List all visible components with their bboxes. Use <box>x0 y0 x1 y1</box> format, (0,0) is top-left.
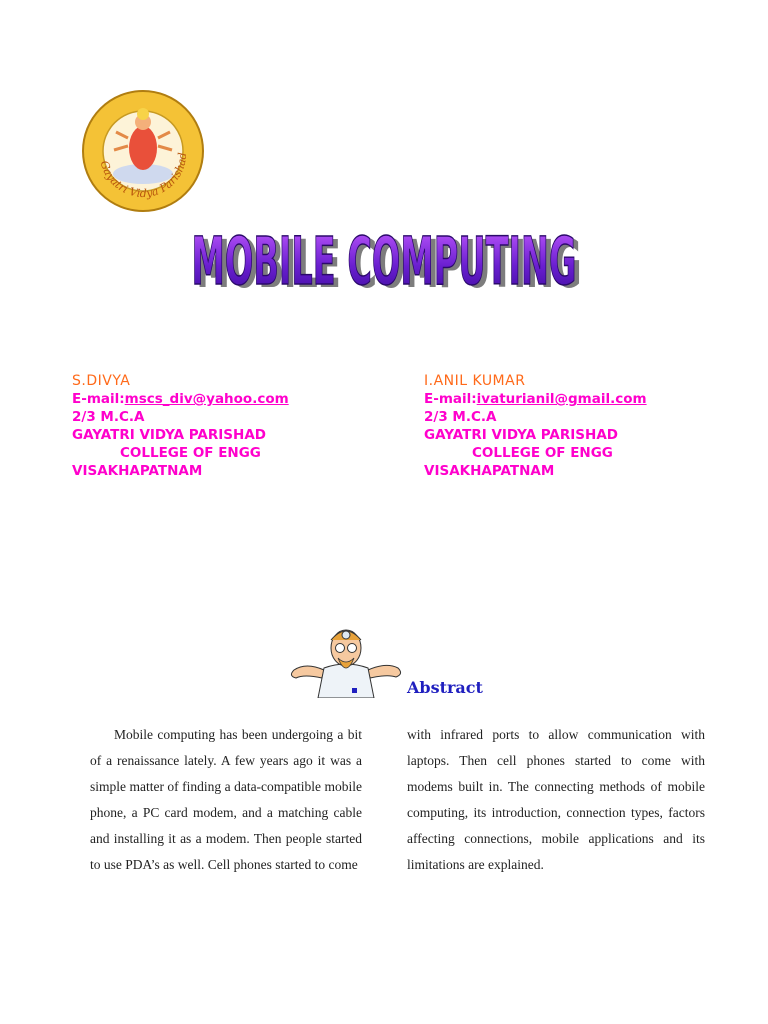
author-email-link[interactable]: mscs_div@yahoo.com <box>124 391 289 407</box>
author-name: I.ANIL KUMAR <box>424 373 526 389</box>
title-text: MOBILE COMPUTING <box>191 223 577 298</box>
author-block-2 <box>424 372 647 480</box>
author-college: COLLEGE OF ENGG <box>120 445 261 461</box>
author-course: 2/3 M.C.A <box>72 409 145 425</box>
email-label: E-mail: <box>72 391 125 407</box>
email-label: E-mail: <box>424 391 477 407</box>
author-email-link[interactable]: ivaturianil@gmail.com <box>476 391 647 407</box>
author-city: VISAKHAPATNAM <box>72 463 203 479</box>
author-college: COLLEGE OF ENGG <box>472 445 613 461</box>
author-block-1 <box>72 372 289 480</box>
abstract-heading: Abstract <box>407 678 483 697</box>
author-name: S.DIVYA <box>72 373 131 389</box>
abstract-left-column: Mobile computing has been undergoing a bit of a renaissance lately. A few years ago it was a simple matter of finding a data-compatible mobile phone, a PC card modem, and a matching cable and installing it as a modem. Then people started to use PDA’s as well. Cell phones started to come <box>90 727 362 872</box>
page-title <box>0 218 768 298</box>
author-city: VISAKHAPATNAM <box>424 463 555 479</box>
doctor-cartoon-icon <box>284 624 408 698</box>
author-email-line <box>424 390 647 408</box>
author-email-line <box>72 390 289 408</box>
author-institution: GAYATRI VIDYA PARISHAD <box>424 427 618 443</box>
author-course: 2/3 M.C.A <box>424 409 497 425</box>
author-institution: GAYATRI VIDYA PARISHAD <box>72 427 266 443</box>
abstract-right-column: with infrared ports to allow communication with laptops. Then cell phones started to come with modems built in. The connecting methods of mobile computing, its introduction, connection types, factors affecting connections, mobile applications and its limitations are explained. <box>407 727 705 872</box>
title-shadow: MOBILE COMPUTING <box>196 226 582 298</box>
institution-logo <box>78 88 208 214</box>
logo-ring-text: Gayatri Vidya Parishad <box>97 152 190 201</box>
goddess-emblem-icon <box>78 88 208 214</box>
